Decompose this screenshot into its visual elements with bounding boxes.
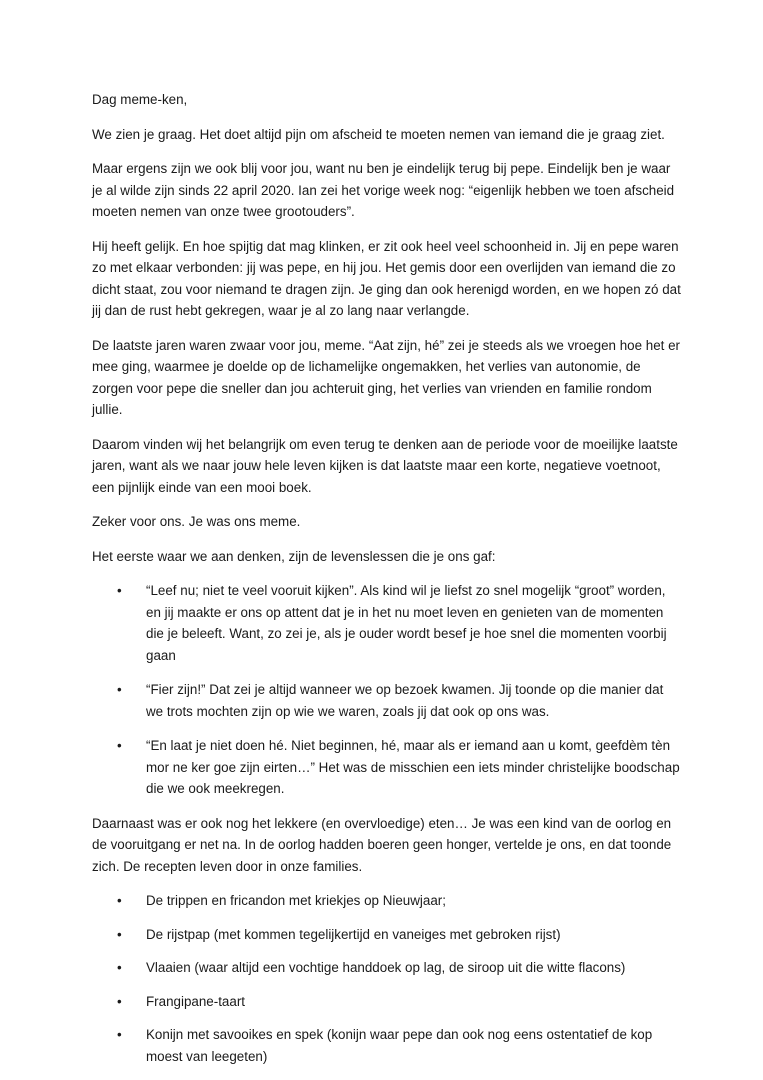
list-item: • De rijstpap (met kommen tegelijkertijd en vaneiges met gebroken rijst) bbox=[92, 924, 683, 946]
paragraph-2: Maar ergens zijn we ook blij voor jou, want nu ben je eindelijk terug bij pepe. Eindelijk ben je waar je al wilde zijn sinds 22 april 2020. Ian zei het vorige week nog: “eigenlijk hebben we toen afscheid moeten nemen van onze twee grootouders”. bbox=[92, 161, 675, 219]
paragraph-7: Het eerste waar we aan denken, zijn de levenslessen die je ons gaf: bbox=[92, 548, 496, 564]
life-lessons-list bbox=[92, 580, 683, 800]
list-item: • “En laat je niet doen hé. Niet beginnen, hé, maar als er iemand aan u komt, geefdèm tèn mor ne ker goe zijn eirten…” Het was de misschien een iets minder christelijke boodschap die we ook meekregen. bbox=[92, 735, 683, 800]
paragraph-1: We zien je graag. Het doet altijd pijn om afscheid te moeten nemen van iemand die je graag ziet. bbox=[92, 126, 665, 142]
paragraph-8: Daarnaast was er ook nog het lekkere (en overvloedige) eten… Je was een kind van de oorlog en de vooruitgang er net na. In de oorlog hadden boeren geen honger, vertelde je ons, en dat toonde zich. De recepten leven door in onze families. bbox=[92, 815, 672, 874]
list-item: • De trippen en fricandon met kriekjes op Nieuwjaar; bbox=[92, 890, 683, 912]
paragraph-6: Zeker voor ons. Je was ons meme. bbox=[92, 514, 301, 529]
list-item: • “Fier zijn!” Dat zei je altijd wanneer we op bezoek kwamen. Jij toonde op die manier dat we trots mochten zijn op wie we waren, zoals jij dat ook op ons was. bbox=[92, 679, 683, 722]
letter-greeting: Dag meme-ken, bbox=[92, 92, 188, 107]
list-item: • “Leef nu; niet te veel vooruit kijken”. Als kind wil je liefst zo snel mogelijk “groot” worden, en jij maakte er ons op attent dat je in het nu moet leven en genieten van de momenten die je beleeft. Want, zo zei je, als je ouder wordt besef je hoe snel die momenten voorbij gaan bbox=[92, 580, 683, 666]
list-item: • Vlaaien (waar altijd een vochtige handdoek op lag, de siroop uit die witte flacons) bbox=[92, 957, 683, 979]
list-item: • Konijn met savooikes en spek (konijn waar pepe dan ook nog eens ostentatief de kop moest van leegeten) bbox=[92, 1024, 683, 1067]
paragraph-4: De laatste jaren waren zwaar voor jou, meme. “Aat zijn, hé” zei je steeds als we vroegen hoe het er mee ging, waarmee je doelde op de lichamelijke ongemakken, het verlies van autonomie, de zorgen voor pepe die sneller dan jou achteruit ging, het verlies van vrienden en familie rondom jullie. bbox=[92, 337, 680, 417]
list-item: • Frangipane-taart bbox=[92, 991, 683, 1013]
paragraph-5: Daarom vinden wij het belangrijk om even terug te denken aan de periode voor de moeilijke laatste jaren, want als we naar jouw hele leven kijken is dat laatste maar een korte, negatieve voetnoot, een pijnlijk einde van een mooi boek. bbox=[92, 436, 678, 495]
paragraph-3: Hij heeft gelijk. En hoe spijtig dat mag klinken, er zit ook heel veel schoonheid in. Jij en pepe waren zo met elkaar verbonden: jij was pepe, en hij jou. Het gemis door een overlijden van iemand die zo dicht staat, zou voor niemand te dragen zijn. Je ging dan ook herenigd worden, en we hopen zó dat jij dan de rust hebt gekregen, waar je al zo lang naar verlangde. bbox=[92, 238, 681, 318]
recipes-list bbox=[92, 890, 683, 1067]
